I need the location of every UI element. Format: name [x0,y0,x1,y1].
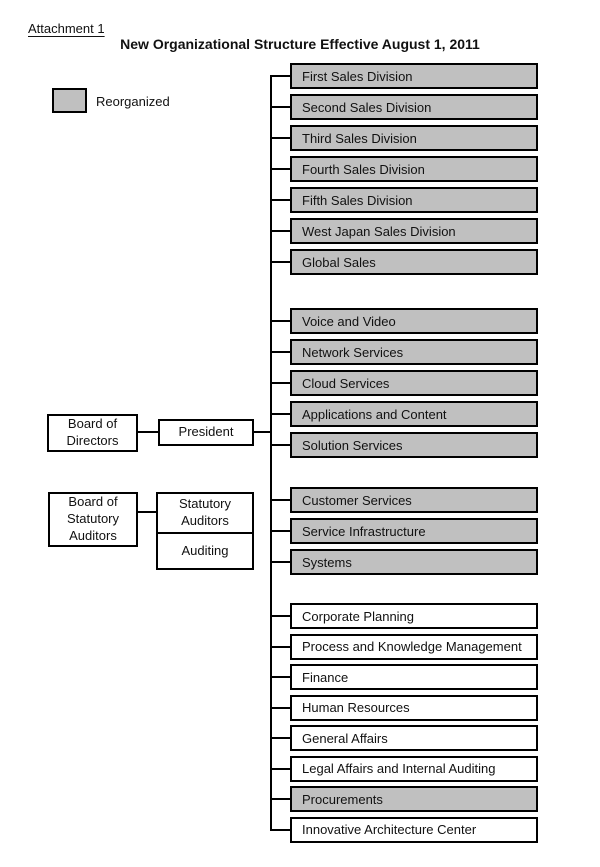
node-statutory-auditors-group [156,492,254,570]
org-unit-process-and-knowledge-management: Process and Knowledge Management [290,634,538,660]
connector-stub [271,561,290,563]
connector-stub [271,106,290,108]
connector-stub [271,320,290,322]
connector-stub [271,646,290,648]
page-title: New Organizational Structure Effective August 1, 2011 [120,36,480,52]
org-unit-human-resources: Human Resources [290,695,538,721]
connector-stub [271,737,290,739]
legend-reorganized-label: Reorganized [96,94,170,109]
org-unit-cloud-services: Cloud Services [290,370,538,396]
org-unit-global-sales: Global Sales [290,249,538,275]
connector-board-to-president [138,431,158,433]
trunk-line [270,75,272,831]
node-board-of-statutory-auditors: Board of Statutory Auditors [48,492,138,547]
attachment-label: Attachment 1 [28,21,105,36]
connector-stub [271,413,290,415]
org-unit-customer-services: Customer Services [290,487,538,513]
connector-stub [271,75,290,77]
node-auditing: Auditing [181,542,229,558]
connector-stub [271,199,290,201]
org-unit-innovative-architecture-center: Innovative Architecture Center [290,817,538,843]
connector-stub [271,768,290,770]
connector-stub [271,351,290,353]
org-unit-network-services: Network Services [290,339,538,365]
org-unit-applications-and-content: Applications and Content [290,401,538,427]
org-unit-procurements: Procurements [290,786,538,812]
node-president: President [158,419,254,446]
connector-statutory-board-to-auditors [138,511,156,513]
org-unit-west-japan-sales-division: West Japan Sales Division [290,218,538,244]
connector-stub [271,137,290,139]
org-unit-fifth-sales-division: Fifth Sales Division [290,187,538,213]
connector-stub [271,676,290,678]
connector-stub [271,382,290,384]
org-unit-second-sales-division: Second Sales Division [290,94,538,120]
org-unit-legal-affairs-and-internal-auditing: Legal Affairs and Internal Auditing [290,756,538,782]
connector-stub [271,499,290,501]
org-unit-fourth-sales-division: Fourth Sales Division [290,156,538,182]
legend-reorganized-swatch [52,88,87,113]
org-unit-systems: Systems [290,549,538,575]
org-unit-third-sales-division: Third Sales Division [290,125,538,151]
node-statutory-auditors: Statutory Auditors [158,494,252,534]
connector-stub [271,230,290,232]
connector-stub [271,829,290,831]
connector-stub [271,530,290,532]
org-unit-general-affairs: General Affairs [290,725,538,751]
connector-stub [271,261,290,263]
org-unit-voice-and-video: Voice and Video [290,308,538,334]
connector-stub [271,707,290,709]
connector-stub [271,798,290,800]
org-unit-finance: Finance [290,664,538,690]
connector-stub [271,444,290,446]
org-unit-solution-services: Solution Services [290,432,538,458]
connector-stub [271,168,290,170]
connector-stub [271,615,290,617]
org-unit-first-sales-division: First Sales Division [290,63,538,89]
node-board-of-directors: Board of Directors [47,414,138,452]
org-unit-corporate-planning: Corporate Planning [290,603,538,629]
org-unit-service-infrastructure: Service Infrastructure [290,518,538,544]
